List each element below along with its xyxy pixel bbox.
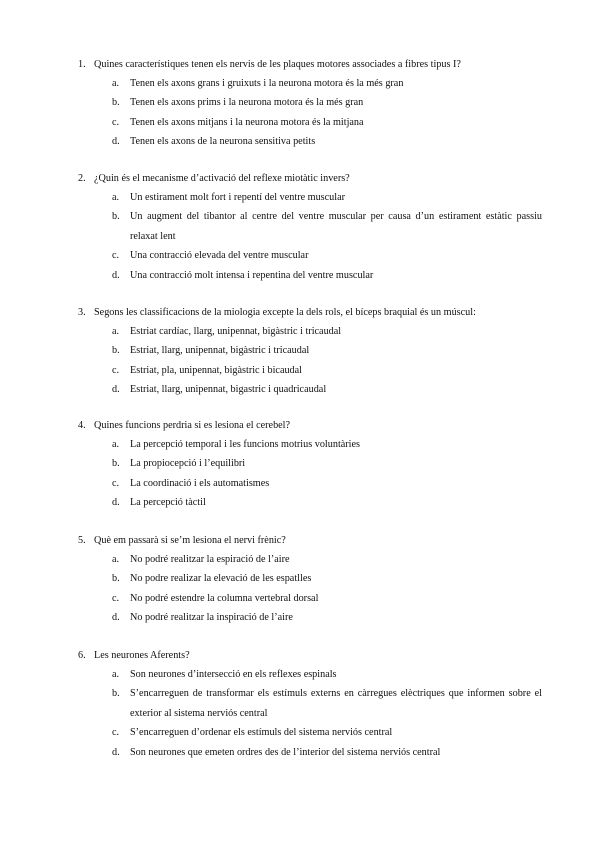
option-letter: c. bbox=[112, 477, 120, 489]
option-letter: d. bbox=[112, 497, 120, 509]
option-a bbox=[0, 435, 600, 454]
option-letter: c. bbox=[112, 364, 120, 376]
option-letter: b. bbox=[112, 345, 120, 357]
option-letter: a. bbox=[112, 554, 120, 565]
option-text: La percepció tàctil bbox=[130, 497, 206, 509]
option-text: La coordinació i els automatismes bbox=[130, 477, 270, 489]
option-d bbox=[0, 743, 600, 762]
option-d bbox=[0, 493, 600, 512]
option-a bbox=[0, 550, 600, 569]
option-text: La percepció temporal i les funcions motrius voluntàries bbox=[130, 439, 360, 450]
question-number: 6. bbox=[78, 650, 86, 661]
option-a bbox=[0, 188, 600, 207]
option-d bbox=[0, 608, 600, 627]
option-letter: c. bbox=[112, 116, 120, 128]
option-letter: d. bbox=[112, 746, 120, 758]
option-d bbox=[0, 266, 600, 285]
option-letter: d. bbox=[112, 612, 120, 624]
question-number: 3. bbox=[78, 307, 86, 318]
option-text: Tenen els axons prims i la neurona motora és la més gran bbox=[130, 97, 364, 109]
option-d bbox=[0, 132, 600, 151]
option-letter: d. bbox=[112, 269, 120, 281]
question-text: Quines característiques tenen els nervis de les plaques motores associades a fibres tipus I? bbox=[94, 59, 461, 70]
option-text: No podré realitzar la espiració de l’aire bbox=[130, 554, 290, 565]
question-3 bbox=[0, 303, 600, 400]
option-d bbox=[0, 380, 600, 399]
option-letter: b. bbox=[112, 573, 120, 585]
question-number: 5. bbox=[78, 535, 86, 546]
option-a bbox=[0, 74, 600, 93]
option-c bbox=[0, 246, 600, 265]
option-c bbox=[0, 113, 600, 132]
option-text: Un augment del tibantor al centre del ventre muscular per causa d’un estirament estàtic passiu relaxat lent bbox=[130, 211, 542, 242]
option-text: Tenen els axons grans i gruixuts i la neurona motora és la més gran bbox=[130, 78, 404, 89]
question-stem bbox=[0, 55, 600, 74]
option-letter: a. bbox=[112, 326, 120, 337]
question-text: Les neurones Aferents? bbox=[94, 650, 190, 661]
option-text: Una contracció molt intensa i repentina del ventre muscular bbox=[130, 269, 374, 281]
option-b bbox=[0, 341, 600, 360]
question-6 bbox=[0, 646, 600, 762]
option-letter: b. bbox=[112, 97, 120, 109]
option-text: La propiocepció i l’equilibri bbox=[130, 458, 246, 470]
option-b bbox=[0, 569, 600, 588]
question-number: 2. bbox=[78, 173, 86, 184]
option-text: Una contracció elevada del ventre muscular bbox=[130, 250, 309, 262]
question-text: Quines funcions perdria si es lesiona el cerebel? bbox=[94, 420, 291, 431]
option-letter: b. bbox=[112, 688, 120, 700]
option-text: No podré realitzar la inspiració de l’aire bbox=[130, 612, 293, 624]
question-text: Què em passarà si se’m lesiona el nervi frènic? bbox=[94, 535, 286, 546]
option-letter: b. bbox=[112, 458, 120, 470]
question-stem bbox=[0, 531, 600, 550]
question-text: ¿Quin és el mecanisme d’activació del reflexe miotàtic invers? bbox=[94, 173, 350, 184]
option-letter: b. bbox=[112, 211, 120, 223]
option-text: Estriat cardíac, llarg, unipennat, bigàstric i tricaudal bbox=[130, 326, 342, 337]
option-text: Un estirament molt fort i repentí del ventre muscular bbox=[130, 192, 346, 203]
option-letter: c. bbox=[112, 592, 120, 604]
option-b bbox=[0, 684, 600, 723]
option-text: Tenen els axons de la neurona sensitiva petits bbox=[130, 136, 316, 148]
question-stem bbox=[0, 646, 600, 665]
option-a bbox=[0, 322, 600, 341]
option-c bbox=[0, 474, 600, 493]
option-text: No podre realizar la elevació de les espatlles bbox=[130, 573, 312, 585]
option-b bbox=[0, 93, 600, 112]
option-text: Estriat, pla, unipennat, bigàstric i bicaudal bbox=[130, 364, 303, 376]
question-2 bbox=[0, 169, 600, 285]
option-b bbox=[0, 454, 600, 473]
question-4 bbox=[0, 416, 600, 513]
question-stem bbox=[0, 416, 600, 435]
question-number: 4. bbox=[78, 420, 86, 431]
question-text: Segons les classificacions de la miologia excepte la dels rols, el bíceps braquial és un múscul: bbox=[94, 307, 476, 318]
option-letter: c. bbox=[112, 250, 120, 262]
option-letter: a. bbox=[112, 78, 120, 89]
option-text: Son neurones d’intersecció en els reflexes espinals bbox=[130, 669, 337, 680]
option-c bbox=[0, 361, 600, 380]
option-a bbox=[0, 665, 600, 684]
option-b bbox=[0, 207, 600, 246]
option-letter: a. bbox=[112, 192, 120, 203]
option-c bbox=[0, 589, 600, 608]
question-number: 1. bbox=[78, 59, 86, 70]
option-letter: d. bbox=[112, 384, 120, 396]
option-letter: a. bbox=[112, 439, 120, 450]
option-letter: c. bbox=[112, 727, 120, 739]
question-5 bbox=[0, 531, 600, 628]
option-text: S’encarreguen de transformar els estímuls externs en càrregues elèctriques que informen sobre el exterior al sistema nerviós central bbox=[130, 688, 542, 719]
option-text: Tenen els axons mitjans i la neurona motora és la mitjana bbox=[130, 116, 364, 128]
option-text: Estriat, llarg, unipennat, bigàstric i tricaudal bbox=[130, 345, 310, 357]
option-letter: d. bbox=[112, 136, 120, 148]
option-c bbox=[0, 723, 600, 742]
question-stem bbox=[0, 169, 600, 188]
option-text: Son neurones que emeten ordres des de l’interior del sistema nerviós central bbox=[130, 746, 441, 758]
option-letter: a. bbox=[112, 669, 120, 680]
option-text: Estriat, llarg, unipennat, bigastric i quadricaudal bbox=[130, 384, 327, 396]
question-stem bbox=[0, 303, 600, 322]
question-1 bbox=[0, 55, 600, 152]
option-text: S’encarreguen d’ordenar els estímuls del sistema nerviós central bbox=[130, 727, 393, 739]
option-text: No podré estendre la columna vertebral dorsal bbox=[130, 592, 319, 604]
